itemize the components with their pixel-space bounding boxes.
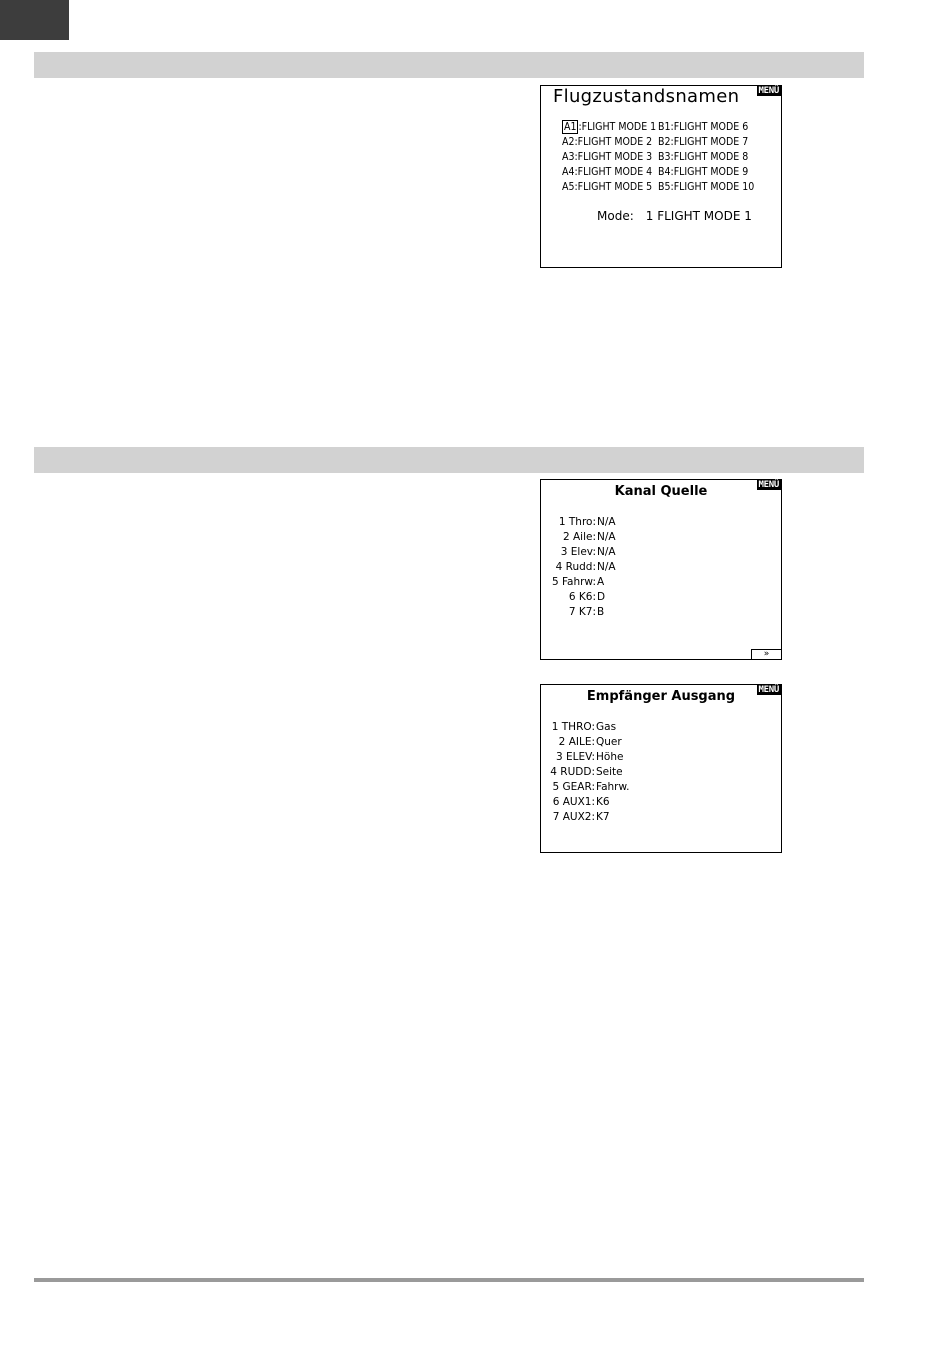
channel-row-7[interactable]: 7 K7:B [568, 606, 605, 618]
channel-row-2[interactable]: 2 Aile:N/A [562, 531, 616, 543]
menu-badge[interactable]: MENÜ [758, 685, 779, 695]
screen-title: Kanal Quelle [614, 484, 708, 499]
section-header-bar-2 [34, 447, 864, 473]
footer-rule [34, 1278, 864, 1282]
output-row-1[interactable]: 1 THRO:Gas [551, 721, 617, 733]
channel-row-4[interactable]: 4 Rudd:N/A [555, 561, 616, 573]
section-header-bar-1 [34, 52, 864, 78]
channel-row-5[interactable]: 5 Fahrw:A [551, 576, 605, 588]
flight-mode-a2[interactable]: A2:FLIGHT MODE 2 [562, 136, 653, 148]
menu-badge[interactable]: MENÜ [758, 86, 779, 96]
flight-mode-a1[interactable]: A1 :FLIGHT MODE 1 [564, 121, 657, 133]
lcd-receiver-output [540, 684, 782, 853]
lcd-channel-source [540, 479, 782, 660]
flight-mode-a5[interactable]: A5:FLIGHT MODE 5 [562, 181, 653, 193]
menu-badge[interactable]: MENÜ [758, 480, 779, 490]
output-row-5[interactable]: 5 GEAR:Fahrw. [552, 781, 630, 793]
flight-mode-a4[interactable]: A4:FLIGHT MODE 4 [562, 166, 653, 178]
flight-mode-b2[interactable]: B2:FLIGHT MODE 7 [658, 136, 749, 148]
output-row-2[interactable]: 2 AILE:Quer [558, 736, 622, 748]
screen-title: Flugzustandsnamen [553, 86, 740, 107]
output-row-3[interactable]: 3 ELEV:Höhe [555, 751, 624, 763]
flight-mode-a3[interactable]: A3:FLIGHT MODE 3 [562, 151, 653, 163]
screen-title: Empfänger Ausgang [586, 689, 736, 704]
output-row-4[interactable]: 4 RUDD:Seite [550, 766, 623, 778]
channel-row-1[interactable]: 1 Thro:N/A [558, 516, 616, 528]
next-page-button[interactable]: » [751, 649, 781, 659]
flight-mode-b3[interactable]: B3:FLIGHT MODE 8 [658, 151, 749, 163]
channel-row-6[interactable]: 6 K6:D [568, 591, 606, 603]
output-row-6[interactable]: 6 AUX1:K6 [552, 796, 610, 808]
lcd-flight-mode-names [540, 85, 782, 268]
flight-mode-b4[interactable]: B4:FLIGHT MODE 9 [658, 166, 749, 178]
page-tab-marker [0, 0, 69, 40]
channel-row-3[interactable]: 3 Elev:N/A [560, 546, 616, 558]
flight-mode-b1[interactable]: B1:FLIGHT MODE 6 [658, 121, 749, 133]
flight-mode-b5[interactable]: B5:FLIGHT MODE 10 [658, 181, 755, 193]
output-row-7[interactable]: 7 AUX2:K7 [552, 811, 610, 823]
mode-selector[interactable]: Mode: 1 FLIGHT MODE 1 [597, 209, 752, 223]
